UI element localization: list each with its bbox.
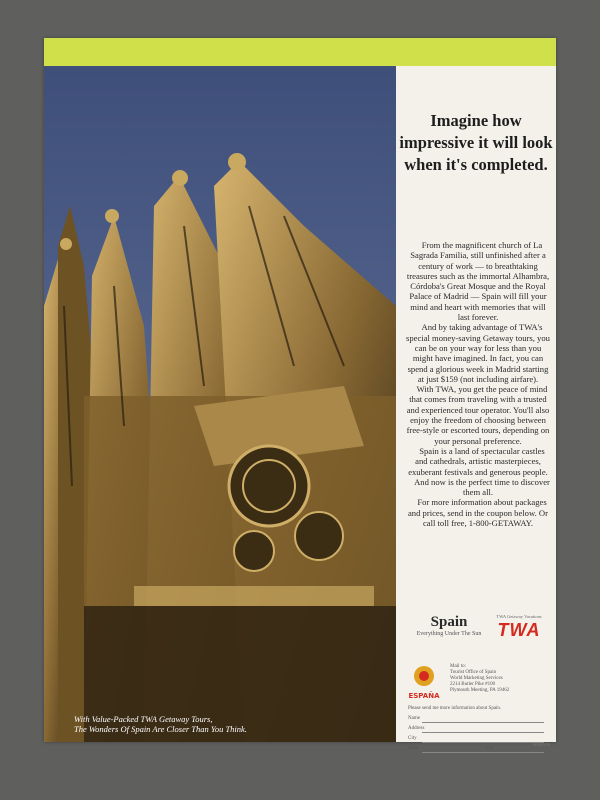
city-field[interactable]	[408, 736, 544, 745]
mail-line: Plymouth Meeting, PA 19462	[450, 688, 510, 693]
logo-row	[396, 614, 556, 654]
address-field[interactable]	[408, 726, 544, 735]
field-label: City	[408, 736, 417, 741]
spain-wordmark: Spain	[430, 614, 468, 630]
caption-line-2: The Wonders Of Spain Are Closer Than You Think.	[74, 724, 247, 734]
coupon-note: Please send me more information about Spain.	[408, 706, 502, 711]
name-field[interactable]	[408, 716, 544, 725]
body-paragraph: And now is the perfect time to discover them all.	[414, 476, 550, 498]
headline: Imagine how impressive it will look when it's completed.	[399, 111, 553, 174]
cathedral-illustration	[44, 66, 396, 742]
espana-logo-text: ESPAÑA	[408, 692, 440, 700]
photo-caption	[74, 714, 374, 734]
mail-line: Mail to:	[450, 664, 466, 669]
field-line	[422, 742, 544, 743]
sagrada-familia-photo	[44, 66, 396, 742]
field-label: Address	[408, 726, 425, 731]
caption-line-1: With Value-Packed TWA Getaway Tours,	[74, 714, 213, 724]
espana-sun-logo	[404, 662, 444, 702]
body-copy	[406, 240, 550, 528]
field-label: Name	[408, 716, 420, 721]
field-line	[422, 732, 544, 733]
body-paragraph: With TWA, you get the peace of mind that comes from traveling with a trusted and experienced tour operator. You'll also enjoy the freedom of choosing between free-style or escorted tours, depending on your personal preference.	[406, 384, 550, 446]
field-line	[422, 752, 544, 753]
advertisement-page	[44, 38, 556, 751]
state-zip-field[interactable]	[408, 746, 544, 755]
twa-getaway-label: TWA Getaway Vacations	[496, 614, 542, 619]
field-line	[422, 722, 544, 723]
body-paragraph: Spain is a land of spectacular castles and cathedrals, artistic masterpieces, exuberant festivals and generous people.	[408, 445, 548, 477]
mail-line: Tourist Office of Spain	[450, 670, 497, 675]
body-paragraph: And by taking advantage of TWA's special money-saving Getaway tours, you can be on your way for less than you might have imagined. In fact, you can spend a glorious week in Madrid starting at just $159 (not including airfare).	[406, 322, 550, 384]
top-color-bar	[44, 38, 556, 66]
twa-logo	[488, 614, 550, 640]
mail-line: World Marketing Services	[450, 676, 503, 681]
twa-wordmark: TWA	[497, 620, 541, 640]
zip-label: Zip	[486, 746, 493, 751]
ad-code: SPSPA90	[532, 742, 550, 747]
text-column	[396, 66, 556, 751]
field-label: State	[408, 746, 418, 751]
spain-logo	[414, 614, 484, 638]
body-paragraph: For more information about packages and prices, send in the coupon below. Or call toll free, 1-800-GETAWAY.	[407, 497, 548, 529]
coupon	[396, 662, 556, 772]
spain-tagline: Everything Under The Sun	[416, 631, 482, 637]
body-paragraph: From the magnificent church of La Sagrada Familia, still unfinished after a century of work — to breathtaking treasures such as the immortal Alhambra, Córdoba's Great Mosque and the Royal Palace of Madrid — Spain will fill your mind and heart with memories that will last forever.	[406, 240, 550, 323]
mail-to-address	[450, 664, 550, 694]
mail-line: 2214 Butler Pike #100	[450, 682, 496, 687]
espana-sun-icon	[404, 662, 444, 702]
